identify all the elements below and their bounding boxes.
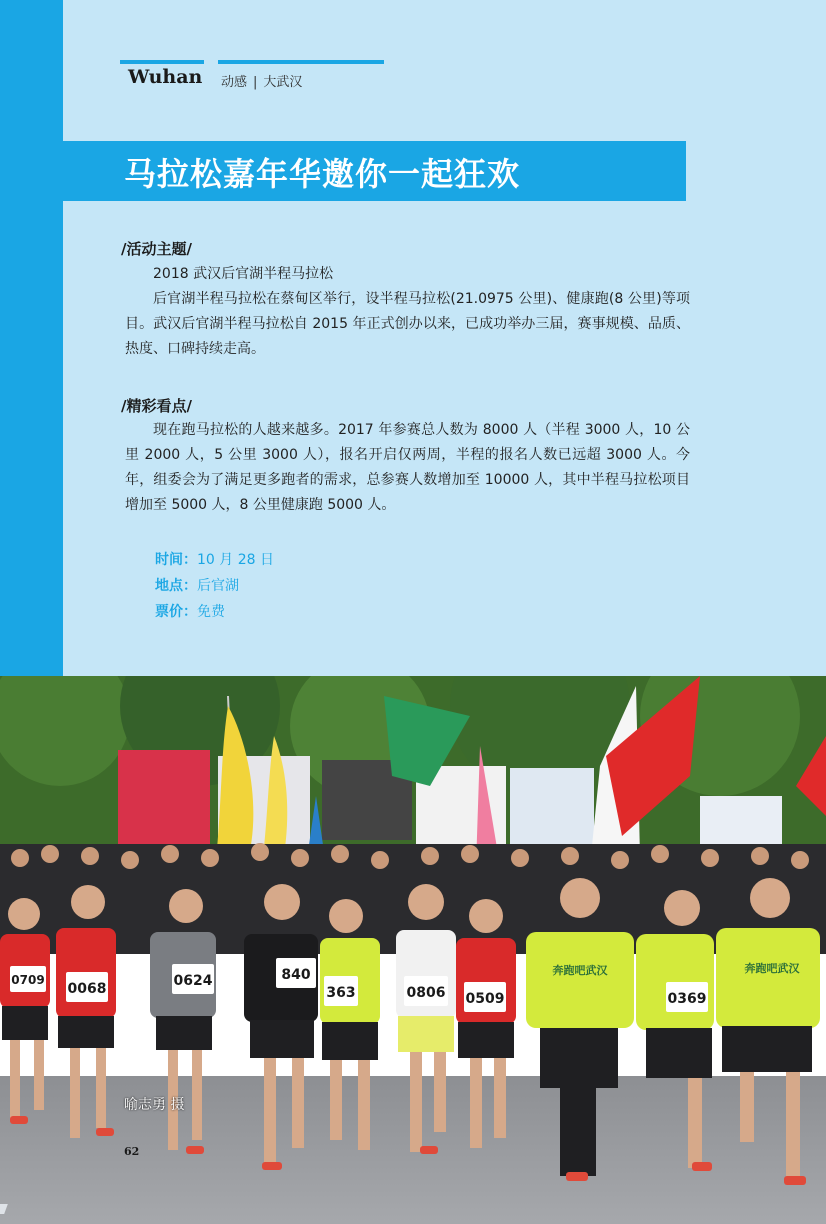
bib-0806: 0806 bbox=[406, 985, 446, 1001]
theme-body: 后官湖半程马拉松在蔡甸区举行，设半程马拉松(21.0975 公里)、健康跑(8 公里)等项目。武汉后官湖半程马拉松自 2015 年正式创办以来，已成功举办三届，赛事规模、品质、热度、口碑持续走高。 bbox=[125, 291, 690, 357]
place-label: 地点： bbox=[155, 578, 197, 594]
event-name: 2018 武汉后官湖半程马拉松 bbox=[153, 266, 334, 282]
bib-0068: 0068 bbox=[67, 981, 107, 997]
section-separator: | bbox=[253, 75, 258, 90]
highlights-text bbox=[125, 418, 690, 518]
photo-credit: 喻志勇 摄 bbox=[124, 1097, 185, 1113]
theme-text bbox=[125, 262, 690, 362]
bib-840: 840 bbox=[281, 967, 311, 983]
header-rule-right bbox=[218, 60, 384, 64]
place-value: 后官湖 bbox=[197, 578, 239, 594]
page-number: 62 bbox=[124, 1145, 140, 1158]
info-ticket bbox=[155, 601, 225, 621]
marathon-photo-illustration bbox=[0, 676, 826, 1224]
ticket-value: 免费 bbox=[197, 604, 225, 620]
bib-0624: 0624 bbox=[173, 973, 213, 989]
time-label: 时间： bbox=[155, 552, 197, 568]
bib-0509: 0509 bbox=[465, 991, 505, 1007]
header-city: Wuhan bbox=[128, 66, 203, 88]
bib-0369: 0369 bbox=[667, 991, 707, 1007]
bib-363: 363 bbox=[326, 985, 356, 1001]
section-label-b: 大武汉 bbox=[263, 75, 303, 90]
time-value: 10 月 28 日 bbox=[197, 552, 274, 568]
shirt-text-1: 奔跑吧武汉 bbox=[552, 964, 608, 977]
ticket-label: 票价： bbox=[155, 604, 197, 620]
marathon-photo bbox=[0, 676, 826, 1224]
header-section bbox=[221, 71, 302, 90]
highlights-heading: /精彩看点/ bbox=[121, 397, 192, 415]
info-place bbox=[155, 575, 239, 595]
page-title: 马拉松嘉年华邀你一起狂欢 bbox=[124, 155, 521, 193]
shirt-text-2: 奔跑吧武汉 bbox=[744, 962, 800, 975]
theme-heading: /活动主题/ bbox=[121, 240, 192, 258]
left-accent-bar bbox=[0, 0, 63, 676]
header-rule-left bbox=[120, 60, 204, 64]
bib-0709: 0709 bbox=[11, 973, 45, 987]
info-time bbox=[155, 549, 274, 569]
section-label-a: 动感 bbox=[221, 75, 248, 90]
highlights-body: 现在跑马拉松的人越来越多。2017 年参赛总人数为 8000 人（半程 3000 人，10 公里 2000 人，5 公里 3000 人），报名开启仅两周，半程的报名人数已远超 3000 人。今年，组委会为了满足更多跑者的需求，总参赛人数增加至 10000 人，其中半程马拉松项目增加至 5000 人，8 公里健康跑 5000 人。 bbox=[125, 422, 690, 513]
